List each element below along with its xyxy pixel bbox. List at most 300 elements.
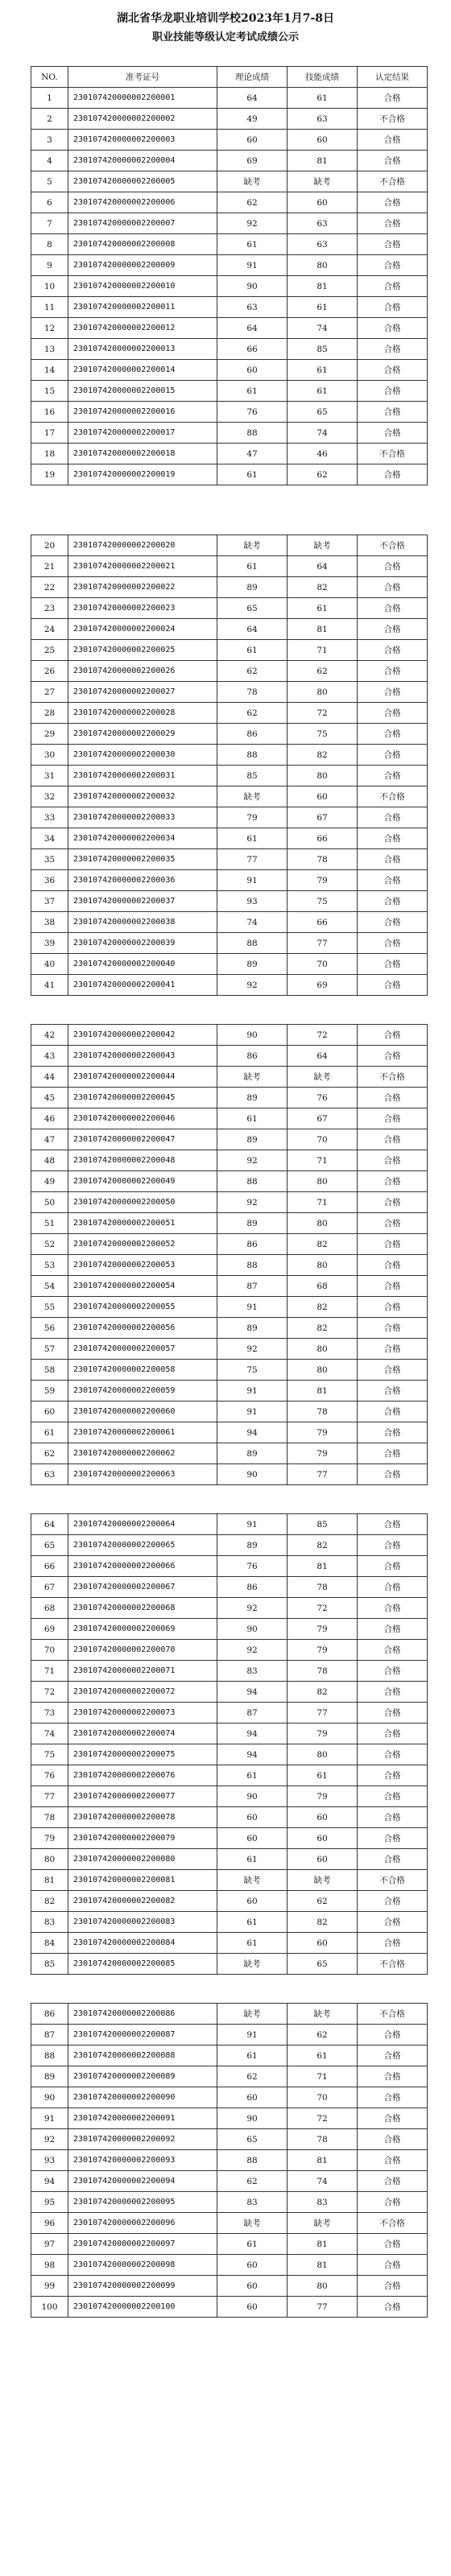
exam-id: 230107420000002200056 [68,1318,217,1339]
skill-score: 81 [288,619,358,640]
table-row [31,1912,428,1933]
skill-score: 80 [288,1171,358,1192]
table-row [31,1724,428,1744]
exam-id: 230107420000002200038 [68,912,217,933]
table-row [31,766,428,786]
exam-id: 230107420000002200001 [68,88,217,109]
skill-score: 80 [288,1360,358,1381]
theory-score: 79 [217,807,288,828]
result: 不合格 [358,535,428,556]
theory-score: 88 [217,1255,288,1276]
table-row [31,1360,428,1381]
exam-id: 230107420000002200092 [68,2129,217,2150]
row-number: 16 [31,402,68,423]
table-row [31,318,428,339]
theory-score: 60 [217,360,288,381]
table-row [31,339,428,360]
table-row [31,1870,428,1891]
exam-id: 230107420000002200055 [68,1297,217,1318]
skill-score: 67 [288,1108,358,1129]
row-number: 44 [31,1067,68,1088]
skill-score: 60 [288,1807,358,1828]
exam-id: 230107420000002200028 [68,703,217,724]
result: 合格 [358,255,428,276]
exam-id: 230107420000002200011 [68,297,217,318]
theory-score: 90 [217,276,288,297]
theory-score: 94 [217,1744,288,1765]
row-number: 45 [31,1088,68,1108]
theory-score: 89 [217,1318,288,1339]
theory-score: 91 [217,870,288,891]
theory-score: 87 [217,1703,288,1724]
theory-score: 60 [217,1807,288,1828]
theory-score: 60 [217,2255,288,2276]
theory-score: 64 [217,619,288,640]
skill-score: 79 [288,1724,358,1744]
row-number: 43 [31,1046,68,1067]
table-row [31,402,428,423]
row-number: 72 [31,1682,68,1703]
theory-score: 61 [217,1912,288,1933]
row-number: 4 [31,151,68,171]
skill-score: 79 [288,1640,358,1661]
column-header: 技能成绩 [288,67,358,88]
table-row [31,276,428,297]
theory-score: 61 [217,2234,288,2255]
table-row [31,2108,428,2129]
row-number: 12 [31,318,68,339]
theory-score: 63 [217,297,288,318]
result: 不合格 [358,2213,428,2234]
skill-score: 78 [288,1577,358,1598]
skill-score: 82 [288,1682,358,1703]
skill-score: 60 [288,1933,358,1954]
skill-score: 62 [288,464,358,485]
exam-id: 230107420000002200066 [68,1556,217,1577]
row-number: 73 [31,1703,68,1724]
exam-id: 230107420000002200049 [68,1171,217,1192]
result: 合格 [358,1129,428,1150]
table-row [31,535,428,556]
table-row [31,1535,428,1556]
result: 不合格 [358,1954,428,1975]
theory-score: 91 [217,2025,288,2046]
theory-score: 91 [217,255,288,276]
skill-score: 81 [288,2150,358,2171]
theory-score: 89 [217,954,288,975]
exam-id: 230107420000002200097 [68,2234,217,2255]
row-number: 50 [31,1192,68,1213]
result: 合格 [358,318,428,339]
table-row [31,1828,428,1849]
theory-score: 86 [217,1046,288,1067]
row-number: 100 [31,2297,68,2318]
result: 不合格 [358,171,428,192]
theory-score: 60 [217,2087,288,2108]
exam-id: 230107420000002200084 [68,1933,217,1954]
theory-score: 89 [217,1535,288,1556]
exam-id: 230107420000002200020 [68,535,217,556]
row-number: 20 [31,535,68,556]
table-row [31,2213,428,2234]
skill-score: 76 [288,1088,358,1108]
theory-score: 86 [217,724,288,745]
results-table [31,1024,428,1485]
skill-score: 67 [288,807,358,828]
exam-id: 230107420000002200059 [68,1381,217,1402]
result: 合格 [358,192,428,213]
exam-id: 230107420000002200023 [68,598,217,619]
row-number: 37 [31,891,68,912]
row-number: 47 [31,1129,68,1150]
skill-score: 61 [288,297,358,318]
theory-score: 89 [217,1213,288,1234]
result: 合格 [358,1046,428,1067]
exam-id: 230107420000002200075 [68,1744,217,1765]
skill-score: 71 [288,640,358,661]
table-row [31,870,428,891]
result: 合格 [358,933,428,954]
skill-score: 70 [288,2087,358,2108]
row-number: 49 [31,1171,68,1192]
table-row [31,1849,428,1870]
exam-id: 230107420000002200035 [68,849,217,870]
result: 合格 [358,870,428,891]
skill-score: 75 [288,891,358,912]
table-row [31,1067,428,1088]
table-row [31,2129,428,2150]
theory-score: 61 [217,828,288,849]
document-header [0,0,451,64]
table-row [31,1765,428,1786]
table-row [31,2192,428,2213]
theory-score: 92 [217,213,288,234]
result: 合格 [358,1535,428,1556]
table-row [31,1171,428,1192]
result: 不合格 [358,109,428,130]
table-row [31,171,428,192]
skill-score: 65 [288,402,358,423]
exam-id: 230107420000002200027 [68,682,217,703]
table-row [31,1213,428,1234]
theory-score: 76 [217,1556,288,1577]
exam-id: 230107420000002200091 [68,2108,217,2129]
row-number: 46 [31,1108,68,1129]
exam-id: 230107420000002200005 [68,171,217,192]
theory-score: 92 [217,1640,288,1661]
result: 合格 [358,1088,428,1108]
exam-id: 230107420000002200093 [68,2150,217,2171]
row-number: 41 [31,975,68,996]
row-number: 38 [31,912,68,933]
result: 合格 [358,1443,428,1464]
exam-id: 230107420000002200071 [68,1661,217,1682]
theory-score: 65 [217,598,288,619]
result: 合格 [358,1682,428,1703]
result: 合格 [358,423,428,444]
skill-score: 65 [288,1954,358,1975]
table-row [31,297,428,318]
skill-score: 68 [288,1276,358,1297]
table-row [31,1402,428,1422]
row-number: 67 [31,1577,68,1598]
table-row [31,423,428,444]
table-row [31,577,428,598]
theory-score: 61 [217,381,288,402]
row-number: 96 [31,2213,68,2234]
theory-score: 62 [217,2171,288,2192]
skill-score: 61 [288,598,358,619]
row-number: 92 [31,2129,68,2150]
theory-score: 94 [217,1422,288,1443]
table-row [31,2255,428,2276]
skill-score: 63 [288,213,358,234]
result: 合格 [358,2255,428,2276]
exam-id: 230107420000002200100 [68,2297,217,2318]
skill-score: 70 [288,954,358,975]
skill-score: 72 [288,2108,358,2129]
row-number: 59 [31,1381,68,1402]
table-row [31,1703,428,1724]
row-number: 21 [31,556,68,577]
exam-id: 230107420000002200089 [68,2066,217,2087]
exam-id: 230107420000002200045 [68,1088,217,1108]
skill-score: 80 [288,682,358,703]
theory-score: 86 [217,1234,288,1255]
skill-score: 82 [288,1297,358,1318]
row-number: 60 [31,1402,68,1422]
row-number: 51 [31,1213,68,1234]
theory-score: 83 [217,2192,288,2213]
table-row [31,1786,428,1807]
row-number: 30 [31,745,68,766]
skill-score: 66 [288,912,358,933]
result: 合格 [358,1108,428,1129]
row-number: 57 [31,1339,68,1360]
exam-id: 230107420000002200082 [68,1891,217,1912]
result: 合格 [358,2129,428,2150]
result: 合格 [358,640,428,661]
row-number: 99 [31,2276,68,2297]
row-number: 87 [31,2025,68,2046]
skill-score: 80 [288,1255,358,1276]
exam-id: 230107420000002200029 [68,724,217,745]
row-number: 61 [31,1422,68,1443]
theory-score: 66 [217,339,288,360]
theory-score: 60 [217,2276,288,2297]
table-row [31,975,428,996]
skill-score: 70 [288,1129,358,1150]
skill-score: 74 [288,423,358,444]
skill-score: 77 [288,1464,358,1485]
theory-score: 76 [217,402,288,423]
exam-id: 230107420000002200024 [68,619,217,640]
table-row [31,1661,428,1682]
exam-id: 230107420000002200080 [68,1849,217,1870]
skill-score: 缺考 [288,2004,358,2025]
skill-score: 71 [288,1150,358,1171]
result: 合格 [358,151,428,171]
skill-score: 79 [288,1443,358,1464]
result: 合格 [358,402,428,423]
table-row [31,1619,428,1640]
theory-score: 92 [217,1150,288,1171]
row-number: 62 [31,1443,68,1464]
table-row [31,640,428,661]
row-number: 90 [31,2087,68,2108]
result: 合格 [358,682,428,703]
results-table [31,2003,428,2318]
skill-score: 61 [288,2046,358,2066]
theory-score: 62 [217,2066,288,2087]
exam-id: 230107420000002200099 [68,2276,217,2297]
table-row [31,2297,428,2318]
column-header: NO. [31,67,68,88]
row-number: 40 [31,954,68,975]
result: 合格 [358,807,428,828]
row-number: 65 [31,1535,68,1556]
exam-id: 230107420000002200098 [68,2255,217,2276]
table-page-1 [31,66,427,485]
table-row [31,1954,428,1975]
theory-score: 65 [217,2129,288,2150]
theory-score: 77 [217,849,288,870]
exam-id: 230107420000002200036 [68,870,217,891]
skill-score: 83 [288,2192,358,2213]
result: 合格 [358,1598,428,1619]
theory-score: 88 [217,1171,288,1192]
table-row [31,1088,428,1108]
theory-score: 缺考 [217,1067,288,1088]
theory-score: 87 [217,1276,288,1297]
table-row [31,444,428,464]
row-number: 29 [31,724,68,745]
result: 不合格 [358,2004,428,2025]
theory-score: 61 [217,464,288,485]
table-row [31,1150,428,1171]
exam-id: 230107420000002200033 [68,807,217,828]
theory-score: 89 [217,1443,288,1464]
theory-score: 60 [217,1828,288,1849]
exam-id: 230107420000002200065 [68,1535,217,1556]
result: 合格 [358,1556,428,1577]
exam-id: 230107420000002200003 [68,130,217,151]
table-row [31,1464,428,1485]
row-number: 19 [31,464,68,485]
result: 合格 [358,1514,428,1535]
row-number: 86 [31,2004,68,2025]
table-row [31,1933,428,1954]
row-number: 26 [31,661,68,682]
table-row [31,703,428,724]
exam-id: 230107420000002200061 [68,1422,217,1443]
row-number: 80 [31,1849,68,1870]
table-row [31,1422,428,1443]
table-row [31,1234,428,1255]
table-row [31,745,428,766]
skill-score: 缺考 [288,2213,358,2234]
theory-score: 90 [217,1786,288,1807]
skill-score: 81 [288,2255,358,2276]
skill-score: 72 [288,703,358,724]
result: 合格 [358,849,428,870]
theory-score: 缺考 [217,1870,288,1891]
result: 合格 [358,1912,428,1933]
exam-id: 230107420000002200068 [68,1598,217,1619]
row-number: 28 [31,703,68,724]
row-number: 27 [31,682,68,703]
theory-score: 缺考 [217,1954,288,1975]
skill-score: 62 [288,2025,358,2046]
result: 合格 [358,2087,428,2108]
result: 合格 [358,1849,428,1870]
table-row [31,2087,428,2108]
row-number: 7 [31,213,68,234]
table-row [31,786,428,807]
skill-score: 缺考 [288,171,358,192]
row-number: 14 [31,360,68,381]
table-row [31,1025,428,1046]
result: 合格 [358,598,428,619]
table-row [31,1744,428,1765]
skill-score: 79 [288,1422,358,1443]
skill-score: 缺考 [288,1870,358,1891]
theory-score: 88 [217,745,288,766]
row-number: 71 [31,1661,68,1682]
result: 合格 [358,339,428,360]
result: 合格 [358,556,428,577]
skill-score: 64 [288,1046,358,1067]
table-row [31,2066,428,2087]
theory-score: 94 [217,1724,288,1744]
theory-score: 缺考 [217,786,288,807]
row-number: 35 [31,849,68,870]
theory-score: 91 [217,1402,288,1422]
skill-score: 81 [288,1556,358,1577]
theory-score: 85 [217,766,288,786]
result: 合格 [358,1640,428,1661]
result: 合格 [358,2046,428,2066]
exam-id: 230107420000002200032 [68,786,217,807]
result: 合格 [358,1360,428,1381]
table-row [31,1598,428,1619]
exam-id: 230107420000002200069 [68,1619,217,1640]
result: 合格 [358,1661,428,1682]
result: 不合格 [358,1067,428,1088]
results-table [31,535,428,996]
theory-score: 61 [217,1849,288,1870]
skill-score: 85 [288,1514,358,1535]
theory-score: 91 [217,1514,288,1535]
exam-id: 230107420000002200096 [68,2213,217,2234]
exam-id: 230107420000002200078 [68,1807,217,1828]
skill-score: 缺考 [288,535,358,556]
result: 合格 [358,381,428,402]
skill-score: 62 [288,1891,358,1912]
exam-id: 230107420000002200010 [68,276,217,297]
result: 合格 [358,1150,428,1171]
skill-score: 82 [288,1318,358,1339]
column-header: 准考证号 [68,67,217,88]
result: 合格 [358,2276,428,2297]
table-row [31,682,428,703]
table-row [31,234,428,255]
theory-score: 60 [217,2297,288,2318]
result: 合格 [358,1619,428,1640]
row-number: 91 [31,2108,68,2129]
row-number: 56 [31,1318,68,1339]
exam-id: 230107420000002200012 [68,318,217,339]
